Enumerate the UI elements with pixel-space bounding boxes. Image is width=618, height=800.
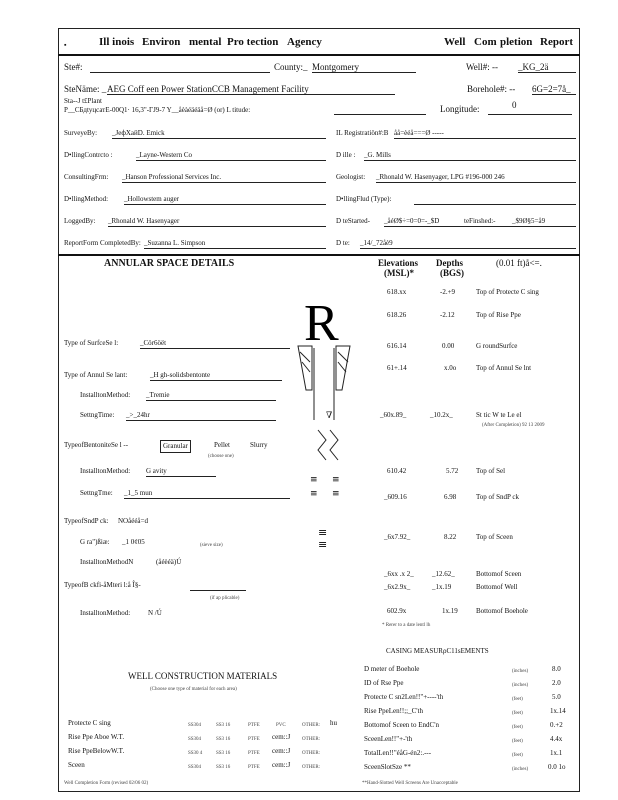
geologist-underline	[376, 182, 576, 183]
row-elev: 610.42	[387, 467, 407, 475]
title-word-2: Com	[474, 36, 497, 48]
bentonite-option-slurry[interactable]: Slurry	[250, 441, 268, 449]
logged-label: LoggedBy:	[64, 217, 96, 225]
section-rule	[58, 254, 580, 256]
material-option[interactable]: OTHER:	[302, 765, 321, 770]
date-finished-value[interactable]: _$9Ø§5=å9	[512, 217, 546, 225]
material-label: Protecte C sing	[68, 719, 111, 727]
title-word-4: Report	[540, 36, 573, 48]
bentonite-seal-label: TypeofBentoniteSe l --	[64, 441, 129, 449]
casing-unit: (feet)	[512, 739, 523, 744]
row-elev: 618.26	[387, 311, 407, 319]
row-elev: _6x7.92_	[384, 533, 411, 541]
install-method-underline	[146, 400, 276, 401]
casing-label: Protecte C sn2Len!!"+----'th	[364, 693, 444, 701]
coordinates-line[interactable]: P__CБдtyцсатЕ-00Q1· 16,3"-ГJ9-7 Y__åèàéäéäå=Ø (or) L titude:	[64, 106, 251, 114]
elevations-header: Elevations	[378, 258, 419, 268]
casing-label: TotalLen!!"éåG-én2:.---	[364, 749, 432, 757]
bentonite-install-value[interactable]: G avity	[146, 467, 167, 475]
sand-pack-value[interactable]: NOåééå=d	[118, 517, 148, 525]
surface-seal-value[interactable]: _Cör6öët	[140, 339, 167, 347]
latitude-field[interactable]	[334, 114, 426, 115]
material-option[interactable]: SS30 4	[188, 751, 203, 756]
material-option[interactable]: cem::J	[272, 747, 291, 755]
setting-time-label: SettngTime:	[80, 411, 115, 419]
casing-value[interactable]: 1x.14	[550, 707, 566, 715]
row-elev: 618.xx	[387, 288, 407, 296]
consulting-label: ConsultingFrm:	[64, 173, 109, 181]
row-depth: 6.98	[444, 493, 457, 501]
geologist-value[interactable]: _Rhonald W. Hasenyager, LPG #196-000 246	[376, 173, 505, 181]
row-depth: _12.62_	[432, 570, 455, 578]
date-underline	[360, 248, 576, 249]
svg-text:≡: ≡	[318, 526, 328, 539]
grain-size-note: (sieve size)	[200, 543, 223, 548]
row-desc: Top of Protecte C sing	[476, 288, 539, 296]
date-label: D te:	[336, 239, 350, 247]
row-desc: St tic W te Le el	[476, 411, 522, 419]
row-depth: _10.2x_	[430, 411, 453, 419]
svg-text:≡: ≡	[310, 489, 318, 499]
surface-seal-label: Type of SurfceSe l:	[64, 339, 119, 347]
contractor-value[interactable]: _Layne-Western Co	[136, 151, 192, 159]
agency-word-1: Ill inois	[99, 36, 135, 48]
logged-underline	[108, 226, 326, 227]
well-underline	[518, 72, 576, 73]
county-value[interactable]: Montgomery	[312, 62, 359, 72]
row-desc: Top of SndP ck	[476, 493, 520, 501]
agency-word-3: mental	[189, 36, 222, 48]
material-option[interactable]: OTHER:	[302, 723, 321, 728]
material-option[interactable]: cem::J	[272, 761, 291, 769]
contractor-label: D•llingContrcto :	[64, 151, 113, 159]
casing-label: Bottomof Sceen to EndC'n	[364, 721, 439, 729]
install-method-label: InstalltonMethod:	[80, 391, 131, 399]
drilling-fluid-label: D•llingFlud (Type):	[336, 195, 392, 203]
install-method-value[interactable]: _Tremie	[146, 391, 170, 399]
drilling-method-underline	[124, 204, 326, 205]
row-elev: _6xx .x 2_	[384, 570, 414, 578]
row-desc: Bottomof Sceen	[476, 570, 522, 578]
row-desc: Top of Annul Se lnt	[476, 364, 532, 372]
backfill-label: TypeofB ckfi-åMteri l:å Î§-	[64, 581, 141, 589]
material-label: Rise Ppe Aboe W.T.	[68, 733, 125, 741]
row-depth: 0.00	[442, 342, 455, 350]
well-value[interactable]: _KG_2ä	[518, 62, 549, 72]
row-depth: x.0o	[444, 364, 457, 372]
date-started-label: D teStarted-	[336, 217, 371, 225]
elevation-footnote: * Rerer to a date lentl lh	[382, 623, 431, 628]
casing-title: CASING MEASURρC11sEMENTS	[386, 647, 489, 655]
casing-label: SceenLen!!"+-'th	[364, 735, 413, 743]
accuracy-note: (0.01 ft)å<=.	[496, 258, 542, 268]
agency-word-2: Environ	[142, 36, 181, 48]
bentonite-setting-underline	[124, 498, 290, 499]
well-diagram	[290, 290, 370, 610]
longitude-label: Longitude:	[440, 104, 480, 114]
site-name-label: SteNäme: _	[64, 84, 107, 94]
material-option[interactable]: OTHER:	[302, 751, 321, 756]
depths-header: Depths	[436, 258, 464, 268]
completed-by-value[interactable]: _Suzanna L. Simpson	[144, 239, 206, 247]
row-desc: G roundSurfce	[476, 342, 518, 350]
material-option[interactable]: SS3 16	[216, 723, 231, 728]
site-name-value[interactable]: AEG Coff een Power StationCCB Management Facility	[107, 84, 309, 94]
surveyed-label: SurveyeBy:	[64, 129, 98, 137]
annular-sealant-label: Type of Annul Se lant:	[64, 371, 128, 379]
row-depth: -2.12	[440, 311, 455, 319]
borehole-value[interactable]: 6G=2=7å_	[532, 84, 571, 94]
header-rule	[58, 54, 580, 56]
material-option[interactable]: PVC	[276, 723, 286, 728]
row-depth: 8.22	[444, 533, 457, 541]
svg-text:≡: ≡	[332, 475, 340, 485]
water-level-icon: ∇	[326, 410, 333, 420]
dates-underline	[384, 226, 576, 227]
well-label: Well#: --	[466, 62, 499, 72]
material-option[interactable]: SS3 16	[216, 737, 231, 742]
setting-time-value[interactable]: _>_24hr	[126, 411, 150, 419]
svg-text:≡: ≡	[318, 538, 328, 551]
county-underline	[312, 72, 416, 73]
sand-install-label: InstalltonMethodN	[80, 558, 134, 566]
elevations-sub: (MSL)*	[384, 268, 414, 278]
bentonite-setting-value[interactable]: _1_5 mun	[124, 489, 153, 497]
site-field[interactable]	[90, 72, 270, 73]
material-option[interactable]: PTFE	[248, 723, 260, 728]
driller-label: D ille :	[336, 151, 356, 159]
drilling-method-label: D•llingMethod:	[64, 195, 109, 203]
row-desc: Top of Sceen	[476, 533, 513, 541]
geologist-label: Geologist:	[336, 173, 366, 181]
bentonite-setting-label: SettngTme:	[80, 489, 113, 497]
material-option[interactable]: OTHER:	[302, 737, 321, 742]
casing-unit: (inches)	[512, 669, 529, 674]
row-desc: Top of Rise Ppe	[476, 311, 521, 319]
row-elev: _6x2.9x_	[384, 583, 411, 591]
row-depth: 5.72	[446, 467, 459, 475]
material-option[interactable]: PTFE	[248, 751, 260, 756]
casing-unit: (feet)	[512, 753, 523, 758]
material-option[interactable]: SS3 16	[216, 751, 231, 756]
longitude-value[interactable]: 0	[512, 100, 517, 110]
casing-value[interactable]: 0.+2	[550, 721, 563, 729]
row-depth: _1x.19	[432, 583, 452, 591]
surveyed-underline	[112, 138, 326, 139]
row-desc: Bottomof Boehole	[476, 607, 528, 615]
casing-unit: (feet)	[512, 697, 523, 702]
title-word-1: Well	[444, 36, 466, 48]
completed-by-underline	[144, 248, 326, 249]
form-revision-note: Well Completion Form (revised 02/06 02)	[64, 781, 149, 786]
bentonite-install-label: InstalltonMethod:	[80, 467, 131, 475]
row-elev: 61+.14	[387, 364, 407, 372]
diagram-letter: R	[304, 295, 339, 352]
svg-text:≡: ≡	[310, 475, 318, 485]
row-desc: Bottomof Well	[476, 583, 518, 591]
state-plane-label: Sta--J t£Plant	[64, 97, 102, 105]
material-other-value[interactable]: hu	[330, 719, 337, 727]
casing-value[interactable]: 4.4x	[550, 735, 563, 743]
il-reg-label: IL Registratiön#:B	[336, 129, 389, 137]
casing-value[interactable]: 2.0	[552, 679, 561, 687]
row-elev: _609.16	[384, 493, 407, 501]
site-name-underline	[107, 94, 395, 95]
casing-label: SceenSlotSze **	[364, 763, 411, 771]
bentonite-install-underline	[146, 476, 216, 477]
consulting-underline	[122, 182, 326, 183]
materials-subtitle: (Choose one type of material for each area)	[150, 687, 237, 692]
bentonite-choose-note: (choose one)	[208, 454, 234, 459]
drilling-fluid-field[interactable]	[414, 204, 576, 205]
logo-mark: ▪	[64, 41, 67, 49]
materials-title: WELL CONSTRUCTION MATERIALS	[128, 671, 278, 681]
casing-label: ID of Rse Ppe	[364, 679, 404, 687]
grain-size-label: G ra")ßiæ:	[80, 538, 110, 546]
casing-unit: (feet)	[512, 711, 523, 716]
casing-value[interactable]: 5.0	[552, 693, 561, 701]
backfill-field[interactable]	[190, 590, 246, 591]
casing-value[interactable]: 1x.1	[550, 749, 563, 757]
material-option[interactable]: PTFE	[248, 765, 260, 770]
material-option[interactable]: SS304	[188, 723, 202, 728]
il-reg-underline	[394, 138, 576, 139]
agency-word-5: Agency	[287, 36, 322, 48]
row-elev: 616.14	[387, 342, 407, 350]
surveyed-value[interactable]: _JeфХайD. Emick	[112, 129, 165, 137]
bentonite-option-granular[interactable]: Granular	[160, 440, 191, 453]
borehole-label: Borehole#: --	[467, 84, 516, 94]
backfill-note: (if ap plicable)	[210, 596, 240, 601]
casing-unit: (inches)	[512, 683, 529, 688]
casing-label: Rise PpeLen!!;;_C'th	[364, 707, 424, 715]
driller-underline	[364, 160, 576, 161]
row-depth: 1x.19	[442, 607, 458, 615]
drilling-method-value[interactable]: _Hollowstem auger	[124, 195, 180, 203]
annular-title: ANNULAR SPACE DETAILS	[104, 258, 235, 269]
casing-unit: (feet)	[512, 725, 523, 730]
surface-seal-underline	[140, 348, 290, 349]
annular-sealant-underline	[150, 380, 282, 381]
svg-text:≡: ≡	[332, 489, 340, 499]
row-depth: -2.+9	[440, 288, 456, 296]
casing-value[interactable]: 8.0	[552, 665, 561, 673]
material-option[interactable]: cem::J	[272, 733, 291, 741]
date-started-value[interactable]: _åéØ$÷=0=0=-_$D	[384, 217, 440, 225]
borehole-underline	[532, 94, 576, 95]
consulting-value[interactable]: _Hanson Professional Services Inc.	[122, 173, 222, 181]
site-label: Ste#:	[64, 62, 83, 72]
static-water-note: (After Completion) 92 13 2009	[482, 423, 545, 428]
date-value[interactable]: _14/_72åè9	[360, 239, 393, 247]
date-finished-label: teFinshed:-	[464, 217, 496, 225]
material-option[interactable]: SS304	[188, 737, 202, 742]
casing-footnote: **Hand-Slotted Well Screens Are Unacceptable	[362, 781, 458, 786]
completed-by-label: ReportForm CompletedBy:	[64, 239, 141, 247]
contractor-underline	[136, 160, 326, 161]
material-option[interactable]: SS3 16	[216, 765, 231, 770]
backfill-install-label: InstalltonMethod:	[80, 609, 131, 617]
backfill-install-value[interactable]: N /Ú	[148, 609, 162, 617]
sand-pack-label: TypeofSndP ck:	[64, 517, 109, 525]
bentonite-option-pellet[interactable]: Pellet	[214, 441, 230, 449]
grain-size-value[interactable]: _1 0¢05	[122, 538, 145, 546]
casing-unit: (inches)	[512, 767, 529, 772]
longitude-underline	[488, 114, 572, 115]
material-option[interactable]: PTFE	[248, 737, 260, 742]
agency-word-4: Pro tection	[227, 36, 279, 48]
driller-value[interactable]: _G. Mills	[364, 151, 391, 159]
title-word-3: pletion	[500, 36, 533, 48]
casing-label: D meter of Boehole	[364, 665, 420, 673]
row-elev: 602.9x	[387, 607, 407, 615]
logged-value[interactable]: _Rhonald W. Hasenyager	[108, 217, 180, 225]
material-option[interactable]: SS304	[188, 765, 202, 770]
material-label: Sceen	[68, 761, 85, 769]
setting-time-underline	[126, 420, 276, 421]
county-label: County:_	[274, 62, 308, 72]
material-label: Rise PpeBelowW.T.	[68, 747, 125, 755]
annular-sealant-value[interactable]: _H gh-solidsbentonte	[150, 371, 211, 379]
il-reg-value[interactable]: åå=èéå===Ø -----	[394, 129, 444, 137]
casing-value[interactable]: 0.0 1o	[548, 763, 566, 771]
depths-sub: (BGS)	[440, 268, 465, 278]
row-desc: Top of Sel	[476, 467, 506, 475]
sand-install-value[interactable]: (åéèéä)Ú	[156, 558, 182, 566]
row-elev: _60x.89_	[380, 411, 407, 419]
